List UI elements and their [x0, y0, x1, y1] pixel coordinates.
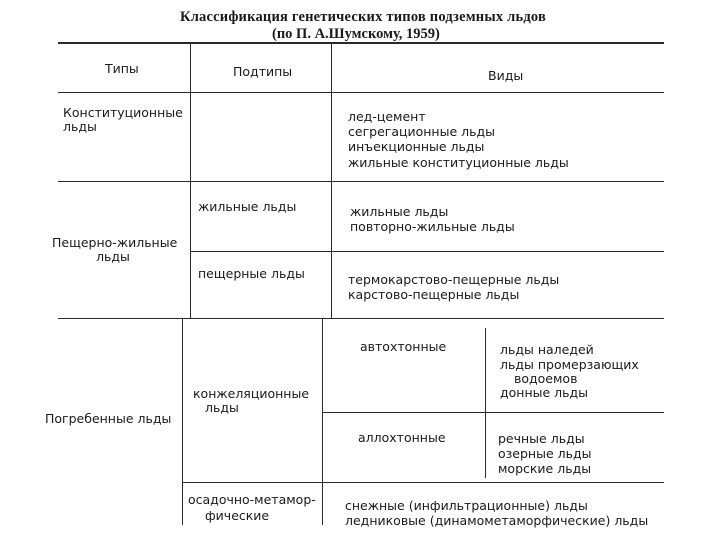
subtype-congelation-line1: конжеляционные [193, 386, 310, 401]
origin-allochthonous: аллохтонные [358, 430, 446, 445]
subtype-sedimentary-line2: фические [205, 508, 270, 523]
kind-item: карстово-пещерные льды [348, 287, 520, 302]
cave-bottom-rule [58, 318, 664, 319]
kind-item: повторно-жильные льды [350, 219, 515, 234]
type-constitutional-line1: Конституционные [63, 105, 183, 120]
header-subtypes: Подтипы [233, 64, 293, 79]
type-cave-vein-line1: Пещерно-жильные [52, 235, 178, 250]
cave-sub-divider [190, 251, 664, 252]
buried-sub-divider [182, 482, 664, 483]
subtype-sedimentary-line1: осадочно-метамор- [188, 492, 316, 507]
kind-item: сегрегационные льды [348, 124, 496, 139]
types-column-rule [190, 43, 191, 318]
header-kinds: Виды [488, 68, 524, 83]
kind-item: морские льды [498, 461, 592, 476]
type-buried: Погребенные льды [45, 411, 172, 426]
origin-autochthonous: автохтонные [360, 339, 447, 354]
subtype-cave: пещерные льды [198, 266, 305, 281]
kind-item: снежные (инфильтрационные) льды [345, 498, 588, 513]
subtypes-column-rule [331, 43, 332, 318]
type-constitutional-line2: льды [63, 119, 97, 134]
table-title: Классификация генетических типов подземных льдов [180, 9, 547, 25]
constitutional-bottom-rule [58, 181, 664, 182]
kind-item: термокарстово-пещерные льды [348, 272, 560, 287]
kind-item: льды наледей [500, 342, 594, 357]
origin-column-rule [485, 328, 486, 478]
kind-item: озерные льды [498, 446, 592, 461]
type-cave-vein-line2: льды [96, 249, 130, 264]
kind-item: речные льды [498, 431, 585, 446]
kind-item: льды промерзающих [500, 357, 639, 372]
buried-origin-divider [322, 412, 664, 413]
kind-item: жильные конституционные льды [348, 155, 569, 170]
kind-item: водоемов [514, 371, 578, 386]
kind-item: инъекционные льды [348, 139, 485, 154]
subtype-vein: жильные льды [198, 199, 297, 214]
kind-item: ледниковые (динамометаморфические) льды [345, 513, 649, 528]
table-subtitle: (по П. А.Шумскому, 1959) [272, 26, 440, 42]
types-column-rule-lower [182, 318, 183, 525]
kind-item: жильные льды [350, 204, 449, 219]
subtype-congelation-line2: льды [205, 400, 239, 415]
header-types: Типы [105, 61, 139, 76]
header-bottom-rule [58, 92, 664, 93]
subtypes-column-rule-lower [322, 318, 323, 525]
kind-item: лед-цемент [348, 109, 426, 124]
table-top-rule [58, 42, 664, 44]
kind-item: донные льды [500, 385, 589, 400]
